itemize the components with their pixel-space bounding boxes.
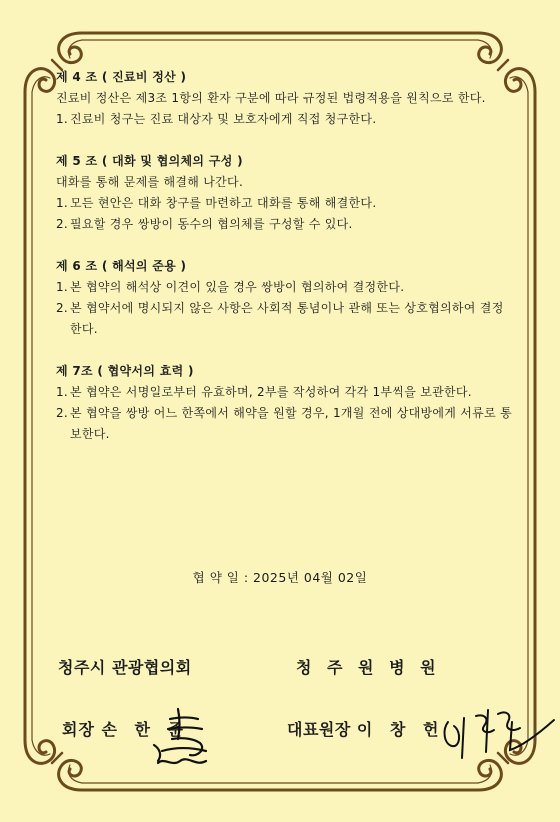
list-item [56, 382, 512, 403]
representative-name: 손 한 준 [101, 720, 190, 739]
party-right-organization: 청 주 원 병 원 [296, 658, 441, 677]
representative-role: 대표원장 [287, 720, 351, 739]
list-item [56, 193, 512, 214]
article-title: 제 6 조 ( 해석의 준용 ) [56, 259, 187, 273]
right-signature [440, 700, 558, 768]
list-item [56, 109, 512, 130]
article-4 [56, 67, 512, 130]
item-text: 본 협약은 서명일로부터 유효하며, 2부를 작성하여 각각 1부씩을 보관한다. [70, 385, 472, 399]
representative-name: 이 창 헌 [356, 720, 445, 739]
item-text: 본 협약서에 명시되지 않은 사항은 사회적 통념이나 관해 또는 상호협의하여 결정한다. [70, 301, 504, 336]
item-number: 2. [56, 301, 69, 315]
item-text: 진료비 청구는 진료 대상자 및 보호자에게 직접 청구한다. [70, 112, 377, 126]
list-item [56, 214, 512, 235]
item-text: 본 협약을 쌍방 어느 한쪽에서 해약을 원할 경우, 1개월 전에 상대방에게 서류로 통보한다. [70, 406, 512, 441]
item-number: 2. [56, 406, 69, 420]
article-paragraph: 진료비 정산은 제3조 1항의 환자 구분에 따라 규정된 법령적용을 원칙으로 한다. [56, 91, 486, 105]
item-text: 본 협약의 해석상 이견이 있을 경우 쌍방이 협의하여 결정한다. [70, 280, 405, 294]
item-number: 2. [56, 217, 69, 231]
party-right-representative [287, 717, 444, 740]
item-text: 필요할 경우 쌍방이 동수의 협의체를 구성할 수 있다. [70, 217, 353, 231]
list-item [56, 403, 512, 445]
article-title: 제 5 조 ( 대화 및 협의체의 구성 ) [56, 154, 243, 168]
article-title: 제 7조 ( 협약서의 효력 ) [56, 364, 194, 378]
article-6 [56, 256, 512, 340]
item-number: 1. [56, 385, 69, 399]
article-paragraph: 대화를 통해 문제를 해결해 나간다. [56, 175, 244, 189]
party-left-organization: 청주시 관광협의회 [58, 658, 192, 677]
agreement-body [56, 67, 512, 466]
representative-role: 회장 [62, 720, 95, 739]
item-number: 1. [56, 196, 69, 210]
list-item [56, 298, 512, 340]
item-number: 1. [56, 280, 69, 294]
article-5 [56, 151, 512, 235]
item-number: 1. [56, 112, 69, 126]
left-signature [150, 705, 220, 775]
list-item [56, 277, 512, 298]
party-left-representative [62, 717, 189, 740]
item-text: 모든 현안은 대화 창구를 마련하고 대화를 통해 해결한다. [70, 196, 377, 210]
article-title: 제 4 조 ( 진료비 정산 ) [56, 70, 187, 84]
article-7 [56, 361, 512, 445]
agreement-date: 협 약 일 : 2025년 04월 02일 [192, 570, 368, 585]
